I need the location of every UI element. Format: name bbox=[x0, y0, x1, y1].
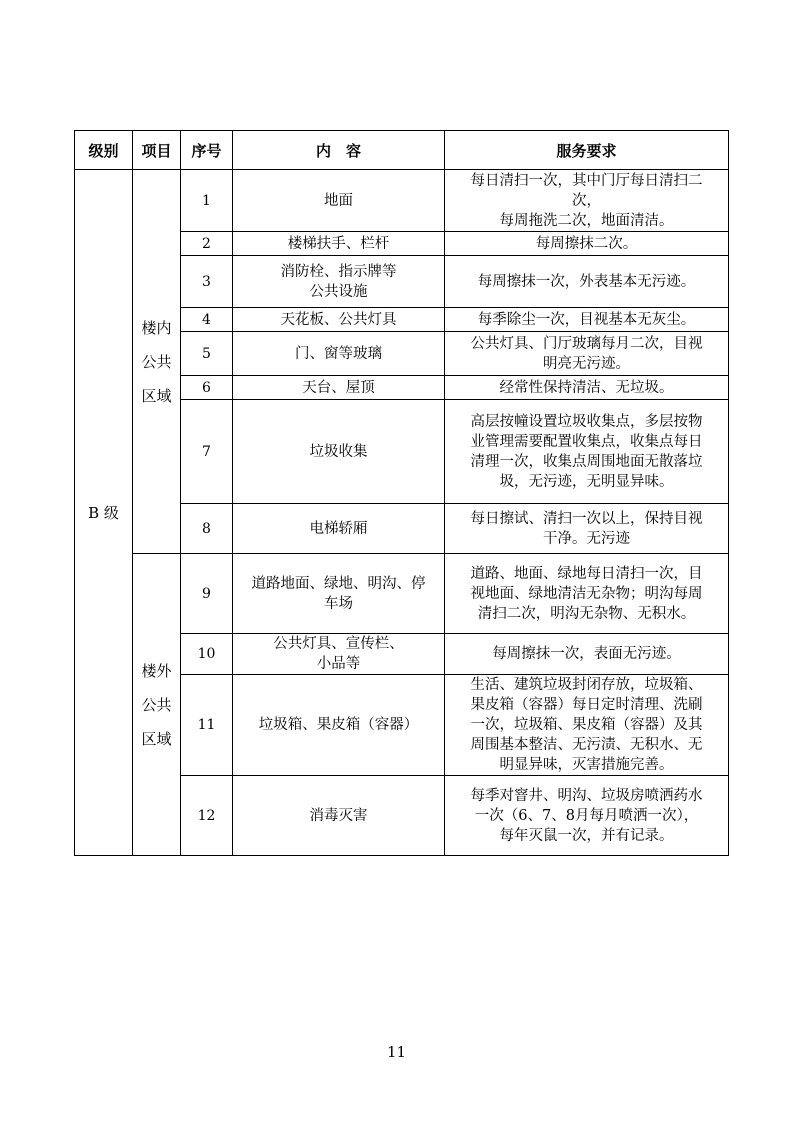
table-row bbox=[75, 554, 729, 634]
content-line: 小品等 bbox=[316, 656, 361, 672]
requirement-line: 经常性保持清洁、无垃圾。 bbox=[499, 379, 674, 396]
requirement-line: 业管理需要配置收集点，收集点每日 bbox=[470, 433, 703, 450]
requirement-cell bbox=[445, 232, 729, 256]
seq-number: 2 bbox=[181, 232, 233, 256]
content-line: 垃圾箱、果皮箱（容器） bbox=[258, 717, 419, 733]
requirement-line: 每年灭鼠一次，并有记录。 bbox=[499, 827, 674, 844]
content-cell bbox=[233, 308, 445, 332]
requirement-cell bbox=[445, 308, 729, 332]
requirement-line: 每日清扫一次，其中门厅每日清扫二 bbox=[470, 172, 703, 189]
content-cell bbox=[233, 504, 445, 554]
requirement-cell bbox=[445, 376, 729, 400]
requirement-line: 清理一次，收集点周围地面无散落垃 bbox=[470, 453, 703, 470]
requirement-line: 干净。无污迹 bbox=[543, 530, 630, 547]
requirement-line: 明亮无污迹。 bbox=[543, 355, 630, 372]
requirement-line: 视地面、绿地清洁无杂物；明沟每周 bbox=[470, 585, 703, 602]
requirement-line: 生活、建筑垃圾封闭存放，垃圾箱、 bbox=[470, 677, 703, 693]
requirement-line: 每周擦抹一次，外表基本无污迹。 bbox=[477, 273, 696, 290]
content-line: 天花板、公共灯具 bbox=[280, 311, 397, 328]
requirement-line: 圾，无污迹，无明显异味。 bbox=[499, 473, 674, 490]
requirement-cell bbox=[445, 332, 729, 376]
requirement-line: 次， bbox=[572, 192, 601, 209]
content-cell bbox=[233, 232, 445, 256]
content-cell bbox=[233, 634, 445, 675]
content-line: 垃圾收集 bbox=[309, 443, 368, 460]
service-standards-table bbox=[74, 130, 729, 856]
content-cell bbox=[233, 400, 445, 504]
requirement-cell bbox=[445, 504, 729, 554]
content-line: 公共灯具、宣传栏、 bbox=[273, 636, 404, 652]
content-line: 道路地面、绿地、明沟、停 bbox=[251, 575, 426, 592]
content-line: 车场 bbox=[324, 595, 353, 612]
requirement-line: 每周擦抹二次。 bbox=[535, 235, 638, 252]
table-body bbox=[75, 170, 729, 856]
seq-number: 9 bbox=[181, 554, 233, 634]
requirement-cell bbox=[445, 634, 729, 675]
requirement-line: 一次（6、7、8月每月喷洒一次）， bbox=[474, 807, 699, 824]
area-cell bbox=[133, 170, 181, 554]
header-level: 级别 bbox=[75, 131, 133, 170]
area-label-line: 公共 bbox=[141, 352, 172, 371]
requirement-line: 高层按幢设置垃圾收集点，多层按物 bbox=[470, 413, 703, 430]
seq-number: 12 bbox=[181, 776, 233, 856]
content-line: 消防栓、指示牌等 bbox=[280, 263, 397, 280]
requirement-cell bbox=[445, 675, 729, 776]
content-cell bbox=[233, 776, 445, 856]
area-label-line: 楼内 bbox=[141, 318, 172, 337]
seq-number: 3 bbox=[181, 256, 233, 308]
requirement-line: 周围基本整洁、无污渍、无积水、无 bbox=[470, 737, 703, 753]
requirement-line: 一次，垃圾箱、果皮箱（容器）及其 bbox=[470, 717, 703, 733]
seq-number: 8 bbox=[181, 504, 233, 554]
header-project: 项目 bbox=[133, 131, 181, 170]
seq-number: 5 bbox=[181, 332, 233, 376]
page-number: 11 bbox=[386, 1043, 407, 1061]
requirement-line: 果皮箱（容器）每日定时清理、洗刷 bbox=[470, 697, 703, 713]
content-cell bbox=[233, 170, 445, 232]
content-line: 楼梯扶手、栏杆 bbox=[287, 235, 390, 252]
seq-number: 1 bbox=[181, 170, 233, 232]
area-label-line: 楼外 bbox=[141, 661, 172, 680]
requirement-line: 每季对窨井、明沟、垃圾房喷洒药水 bbox=[470, 787, 703, 804]
table-header-row bbox=[75, 131, 729, 170]
content-cell bbox=[233, 332, 445, 376]
requirement-line: 每周擦抹一次，表面无污迹。 bbox=[492, 646, 681, 662]
requirement-cell bbox=[445, 256, 729, 308]
requirement-cell bbox=[445, 170, 729, 232]
content-line: 天台、屋顶 bbox=[302, 379, 375, 396]
content-line: 公共设施 bbox=[309, 283, 368, 300]
content-line: 消毒灭害 bbox=[309, 807, 368, 824]
seq-number: 6 bbox=[181, 376, 233, 400]
requirement-line: 清扫二次，明沟无杂物、无积水。 bbox=[477, 605, 696, 622]
requirement-line: 每季除尘一次，目视基本无灰尘。 bbox=[477, 311, 696, 328]
area-label-line: 公共 bbox=[141, 695, 172, 714]
requirement-cell bbox=[445, 554, 729, 634]
area-label-line: 区域 bbox=[141, 386, 172, 405]
requirement-line: 公共灯具、门厅玻璃每月二次，目视 bbox=[470, 335, 703, 352]
content-line: 地面 bbox=[324, 192, 353, 209]
content-cell bbox=[233, 376, 445, 400]
requirement-line: 每日擦试、清扫一次以上，保持目视 bbox=[470, 510, 703, 527]
requirement-line: 道路、地面、绿地每日清扫一次，目 bbox=[470, 565, 703, 582]
area-label-line: 区域 bbox=[141, 729, 172, 748]
seq-number: 11 bbox=[181, 675, 233, 776]
seq-number: 4 bbox=[181, 308, 233, 332]
table-row bbox=[75, 170, 729, 232]
content-line: 电梯轿厢 bbox=[309, 520, 368, 537]
header-seq: 序号 bbox=[181, 131, 233, 170]
content-line: 门、窗等玻璃 bbox=[295, 345, 382, 362]
requirement-line: 每周拖洗二次，地面清洁。 bbox=[499, 212, 674, 229]
area-cell bbox=[133, 554, 181, 856]
content-cell bbox=[233, 256, 445, 308]
header-requirement: 服务要求 bbox=[445, 131, 729, 170]
requirement-line: 明显异味，灭害措施完善。 bbox=[499, 757, 674, 773]
content-cell bbox=[233, 675, 445, 776]
seq-number: 10 bbox=[181, 634, 233, 675]
header-content: 内 容 bbox=[233, 131, 445, 170]
requirement-cell bbox=[445, 400, 729, 504]
requirement-cell bbox=[445, 776, 729, 856]
seq-number: 7 bbox=[181, 400, 233, 504]
level-cell: B 级 bbox=[75, 170, 133, 856]
content-cell bbox=[233, 554, 445, 634]
